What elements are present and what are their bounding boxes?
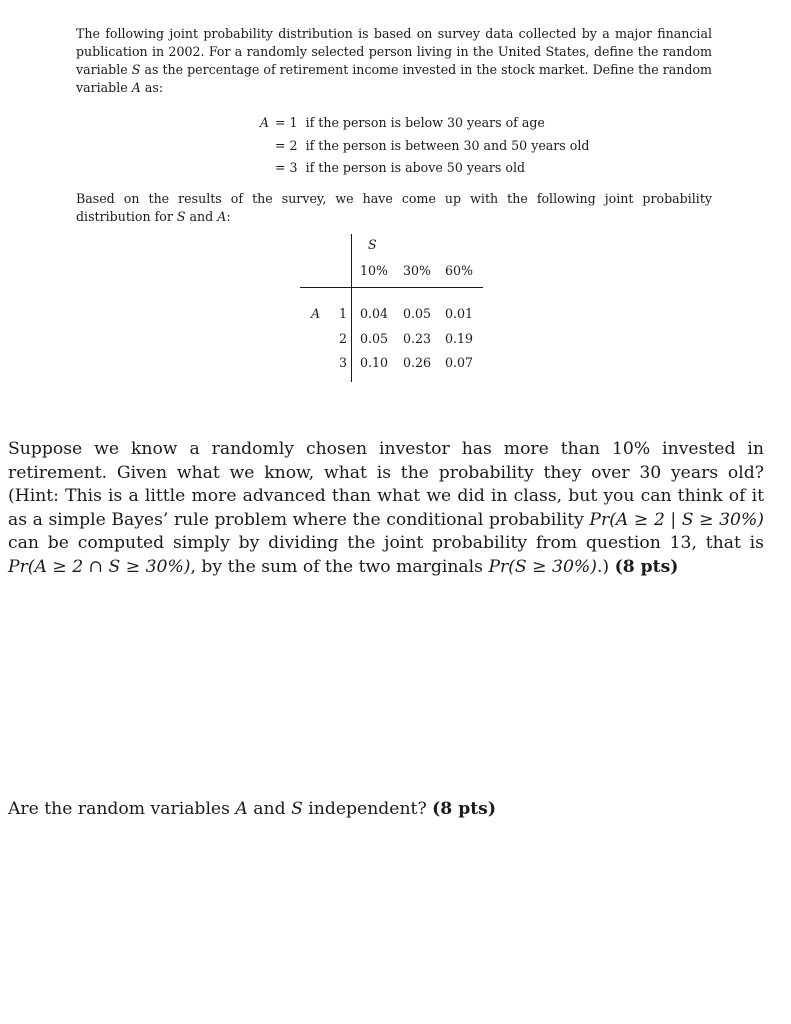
table-cell: 0.07	[445, 355, 474, 370]
table-column-header: 10%	[360, 263, 388, 278]
definition-row	[225, 112, 589, 135]
question-text: Are the random variables	[8, 799, 236, 819]
table-row-label: 1	[339, 306, 348, 321]
variable-a: A	[131, 80, 141, 95]
table-cell: 0.10	[360, 355, 389, 370]
variable-a: A	[235, 799, 248, 819]
variable-s: S	[176, 209, 186, 224]
math-conditional-probability: Pr(A ≥ 2 | S ≥ 30%)	[589, 509, 764, 530]
table-cell: 0.26	[403, 355, 432, 370]
table-row-variable: A	[311, 306, 321, 321]
variable-a: A	[217, 209, 227, 224]
intro-text-2: as the percentage of retirement income invested in the stock market. Define the random variable	[76, 62, 712, 95]
table-row-label: 2	[339, 331, 348, 346]
table-cell: 0.01	[445, 306, 474, 321]
table-cell: 0.05	[360, 331, 389, 346]
question-text: independent?	[302, 799, 433, 819]
definition-rhs: = 3	[275, 160, 298, 175]
math-marginal-probability: Pr(S ≥ 30%)	[488, 556, 597, 577]
definition-row	[225, 135, 589, 158]
table-cell: 0.04	[360, 306, 389, 321]
question-text: , by the sum of the two marginals	[190, 556, 489, 577]
joint-probability-table	[300, 234, 483, 382]
points-label: (8 pts)	[432, 799, 496, 819]
table-vertical-rule	[351, 234, 352, 382]
definition-text: if the person is between 30 and 50 years old	[305, 137, 590, 153]
table-cell: 0.19	[445, 331, 474, 346]
table-row-label: 3	[339, 355, 348, 370]
based-text: Based on the results of the survey, we have come up with the following joint probability distribution for	[76, 191, 712, 224]
question-text: .)	[596, 556, 615, 577]
table-column-variable: S	[368, 237, 377, 252]
question-text: Suppose we know a randomly chosen investor has more than 10% invested in retirement. Given what we know, what is the probability they over 30 years old? (Hint: This is a little more advanced than what we did in class, but you can think of it as a simple Bayes’ rule problem where the conditional probability	[8, 439, 764, 530]
definition-text: if the person is below 30 years of age	[305, 115, 545, 130]
table-cell: 0.05	[403, 306, 432, 321]
question-text: can be computed simply by dividing the joint probability from question 13, that is	[8, 533, 764, 553]
definition-rhs: = 1	[275, 115, 298, 130]
definition-row	[225, 157, 589, 180]
table-cell: 0.23	[403, 331, 432, 346]
definition-rhs: = 2	[275, 137, 298, 153]
points-label: (8 pts)	[614, 556, 679, 577]
based-paragraph	[76, 190, 712, 226]
based-colon: :	[226, 209, 231, 224]
definition-text: if the person is above 50 years old	[305, 160, 526, 175]
question-independence	[8, 798, 764, 822]
variable-s: S	[291, 799, 303, 819]
variable-s: S	[131, 62, 141, 77]
table-column-header: 30%	[403, 263, 431, 278]
definition-lhs: A	[259, 115, 269, 130]
definitions-block	[225, 112, 589, 180]
intro-text-3: as:	[140, 80, 164, 95]
intro-text-1: The following joint probability distribution is based on survey data collected by a major financial publication in 2002. For a randomly selected person living in the United States, define the random variable	[76, 26, 712, 77]
question-bayes	[8, 438, 764, 579]
intro-paragraph	[76, 25, 712, 97]
table-column-header: 60%	[445, 263, 473, 278]
based-and: and	[185, 209, 218, 224]
math-joint-probability: Pr(A ≥ 2 ∩ S ≥ 30%)	[8, 556, 191, 577]
question-text: and	[247, 799, 292, 819]
table-horizontal-rule	[300, 287, 483, 288]
